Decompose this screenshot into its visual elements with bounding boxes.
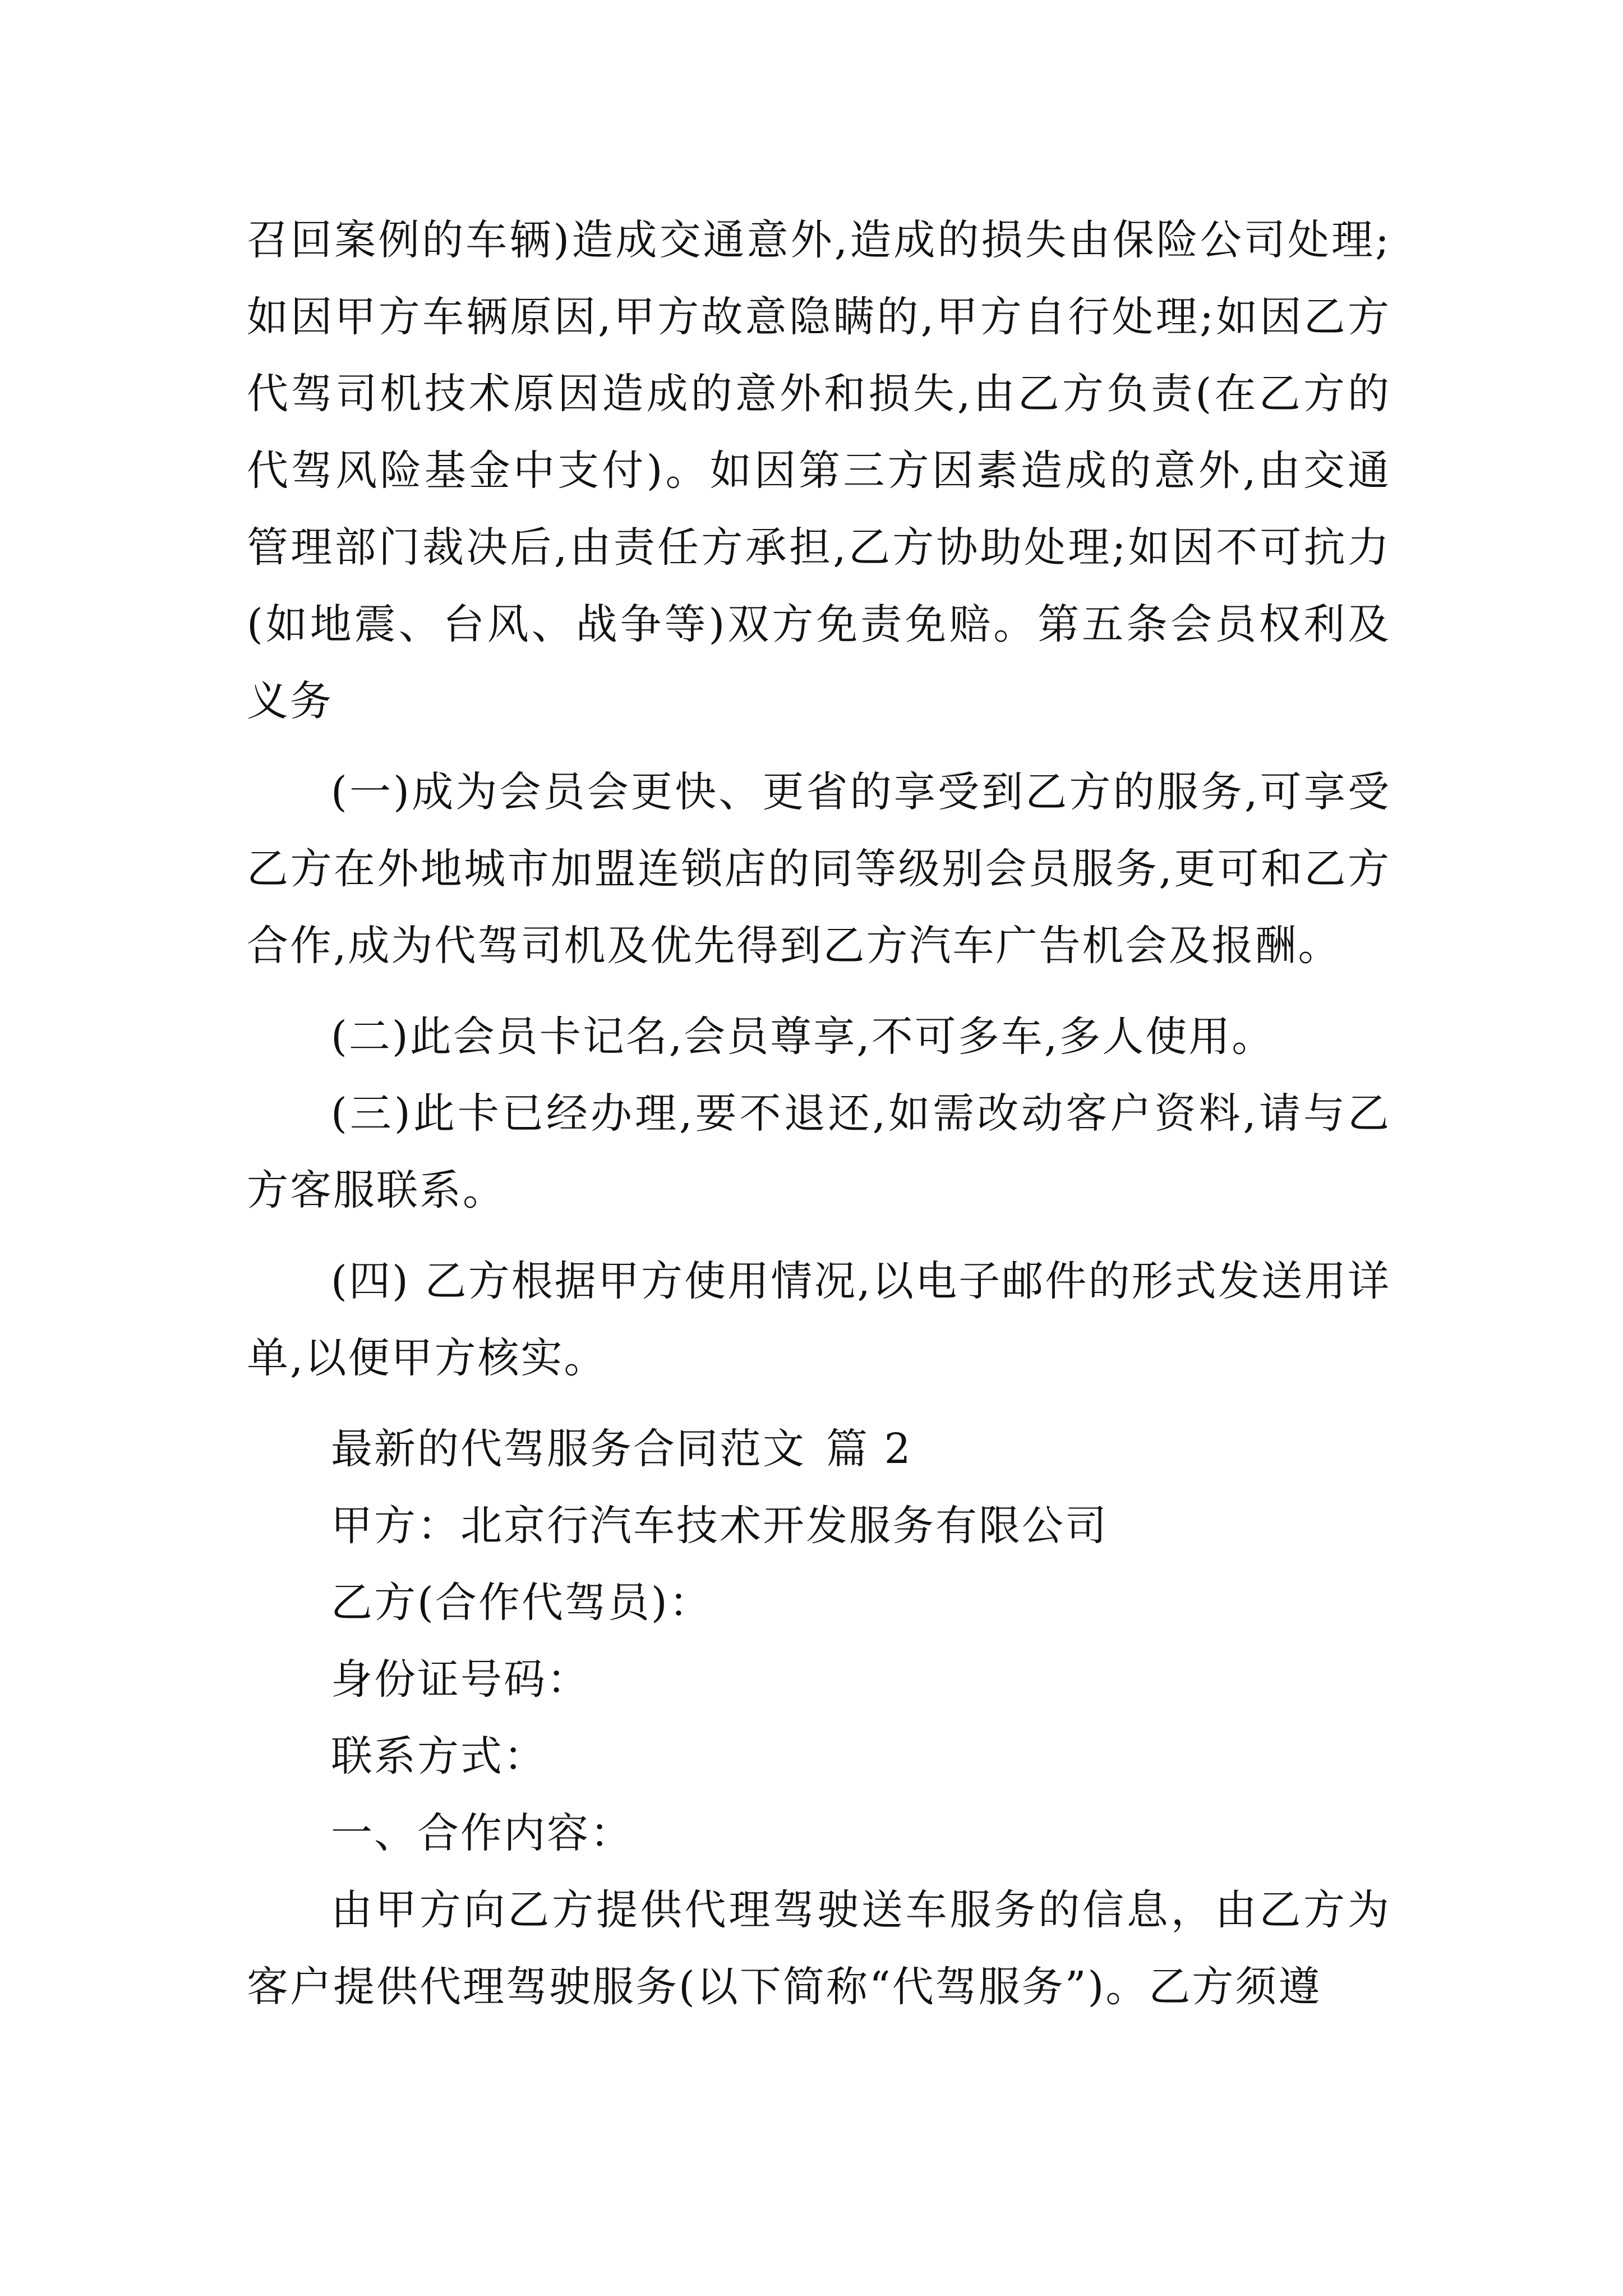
contact-line: 联系方式： — [331, 1732, 547, 1780]
section-number: 篇 2 — [826, 1425, 912, 1473]
paragraph-member-right-4: (四) 乙方根据甲方使用情况,以电子邮件的形式发送用详单,以便甲方核实。 — [247, 1257, 1391, 1382]
section-heading — [247, 1411, 1391, 1488]
party-b-line: 乙方(合作代驾员)： — [331, 1579, 712, 1627]
paragraph-member-right-3: (三)此卡已经办理,要不退还,如需改动客户资料,请与乙方客服联系。 — [247, 1089, 1391, 1214]
cooperation-heading: 一、合作内容： — [331, 1809, 633, 1857]
paragraph-member-right-1: (一)成为会员会更快、更省的享受到乙方的服务,可享受乙方在外地城市加盟连锁店的同等级别会员服务,更可和乙方合作,成为代驾司机及优先得到乙方汽车广告机会及报酬。 — [247, 768, 1391, 970]
paragraph-liability: 召回案例的车辆)造成交通意外,造成的损失由保险公司处理;如因甲方车辆原因,甲方故意隐瞒的,甲方自行处理;如因乙方代驾司机技术原因造成的意外和损失,由乙方负责(在乙方的代驾风险基金中支付)。如因第三方因素造成的意外,由交通管理部门裁决后,由责任方承担,乙方协助处理;如因不可抗力(如地震、台风、战争等)双方免责免赔。第五条会员权利及义务 — [247, 216, 1391, 725]
id-number-line: 身份证号码： — [331, 1655, 590, 1704]
section-title: 最新的代驾服务合同范文 — [331, 1425, 806, 1473]
cooperation-paragraph: 由甲方向乙方提供代理驾驶送车服务的信息，由乙方为客户提供代理驾驶服务(以下简称“代驾服务”)。乙方须遵 — [247, 1886, 1391, 2011]
document-body — [247, 202, 1391, 2026]
party-a-line: 甲方：北京行汽车技术开发服务有限公司 — [331, 1502, 1108, 1550]
paragraph-member-right-2: (二)此会员卡记名,会员尊享,不可多车,多人使用。 — [331, 1013, 1275, 1061]
